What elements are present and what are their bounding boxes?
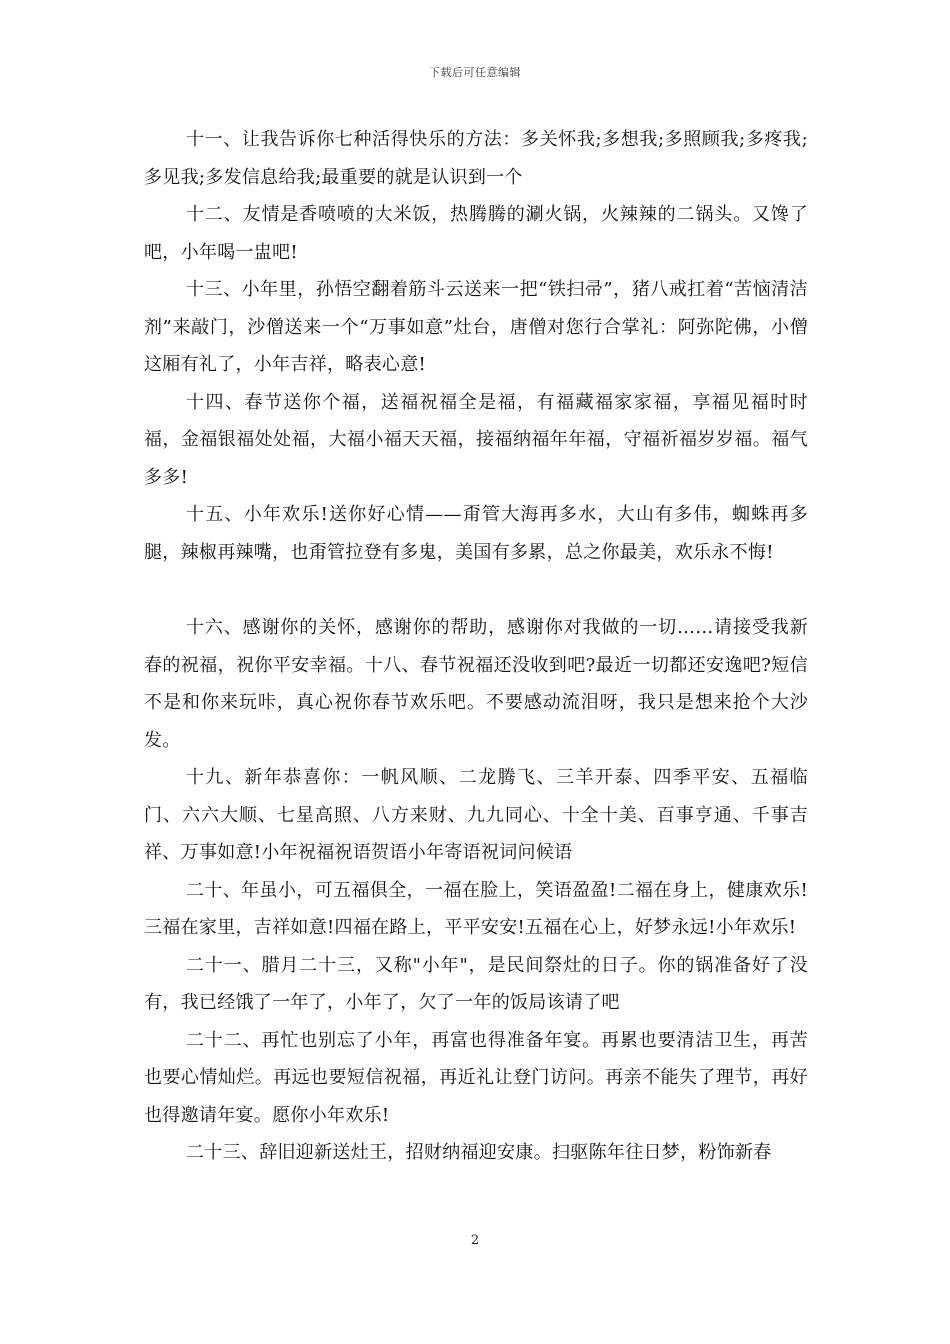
document-body [144, 121, 808, 1172]
paragraph-15: 十五、小年欢乐!送你好心情——甭管大海再多水，大山有多伟，蜘蛛再多腿，辣椒再辣嘴，也甭管拉登有多鬼，美国有多累，总之你最美，欢乐永不悔! [144, 504, 808, 563]
paragraph-23: 二十三、辞旧迎新送灶王，招财纳福迎安康。扫驱陈年往日梦，粉饰新春 [186, 1142, 772, 1163]
paragraph-20: 二十、年虽小，可五福俱全，一福在脸上，笑语盈盈!二福在身上，健康欢乐!三福在家里，吉祥如意!四福在路上，平平安安!五福在心上，好梦永远!小年欢乐! [144, 879, 808, 938]
paragraph-22: 二十二、再忙也别忘了小年，再富也得准备年宴。再累也要清洁卫生，再苦也要心情灿烂。再远也要短信祝福，再近礼让登门访问。再亲不能失了理节，再好也得邀请年宴。愿你小年欢乐! [144, 1029, 808, 1126]
paragraph-11: 十一、让我告诉你七种活得快乐的方法：多关怀我;多想我;多照顾我;多疼我;多见我;多发信息给我;最重要的就是认识到一个 [144, 129, 808, 188]
paragraph-14: 十四、春节送你个福，送福祝福全是福，有福藏福家家福，享福见福时时福，金福银福处处福，大福小福天天福，接福纳福年年福，守福祈福岁岁福。福气多多! [144, 391, 808, 488]
paragraph-21: 二十一、腊月二十三，又称"小年"，是民间祭灶的日子。你的锅准备好了没有，我已经饿了一年了，小年了，欠了一年的饭局该请了吧 [144, 954, 808, 1013]
paragraph-13: 十三、小年里，孙悟空翻着筋斗云送来一把“铁扫帚”，猪八戒扛着“苦恼清洁剂”来敲门，沙僧送来一个“万事如意”灶台，唐僧对您行合掌礼：阿弥陀佛，小僧这厢有礼了，小年吉祥，略表心意! [144, 279, 808, 375]
paragraph-16: 十六、感谢你的关怀，感谢你的帮助，感谢你对我做的一切……请接受我新春的祝福，祝你平安幸福。十八、春节祝福还没收到吧?最近一切都还安逸吧?短信不是和你来玩咔，真心祝你春节欢乐吧。不要感动流泪呀，我只是想来抢个大沙发。 [144, 617, 808, 751]
page-number: 2 [470, 1233, 480, 1248]
paragraph-19: 十九、新年恭喜你：一帆风顺、二龙腾飞、三羊开泰、四季平安、五福临门、六六大顺、七星高照、八方来财、九九同心、十全十美、百事亨通、千事吉祥、万事如意!小年祝福祝语贺语小年寄语祝词问候语 [144, 767, 808, 863]
paragraph-12: 十二、友情是香喷喷的大米饭，热腾腾的涮火锅，火辣辣的二锅头。又馋了吧，小年喝一盅吧! [144, 204, 808, 263]
page-header: 下载后可任意编辑 [429, 66, 521, 79]
